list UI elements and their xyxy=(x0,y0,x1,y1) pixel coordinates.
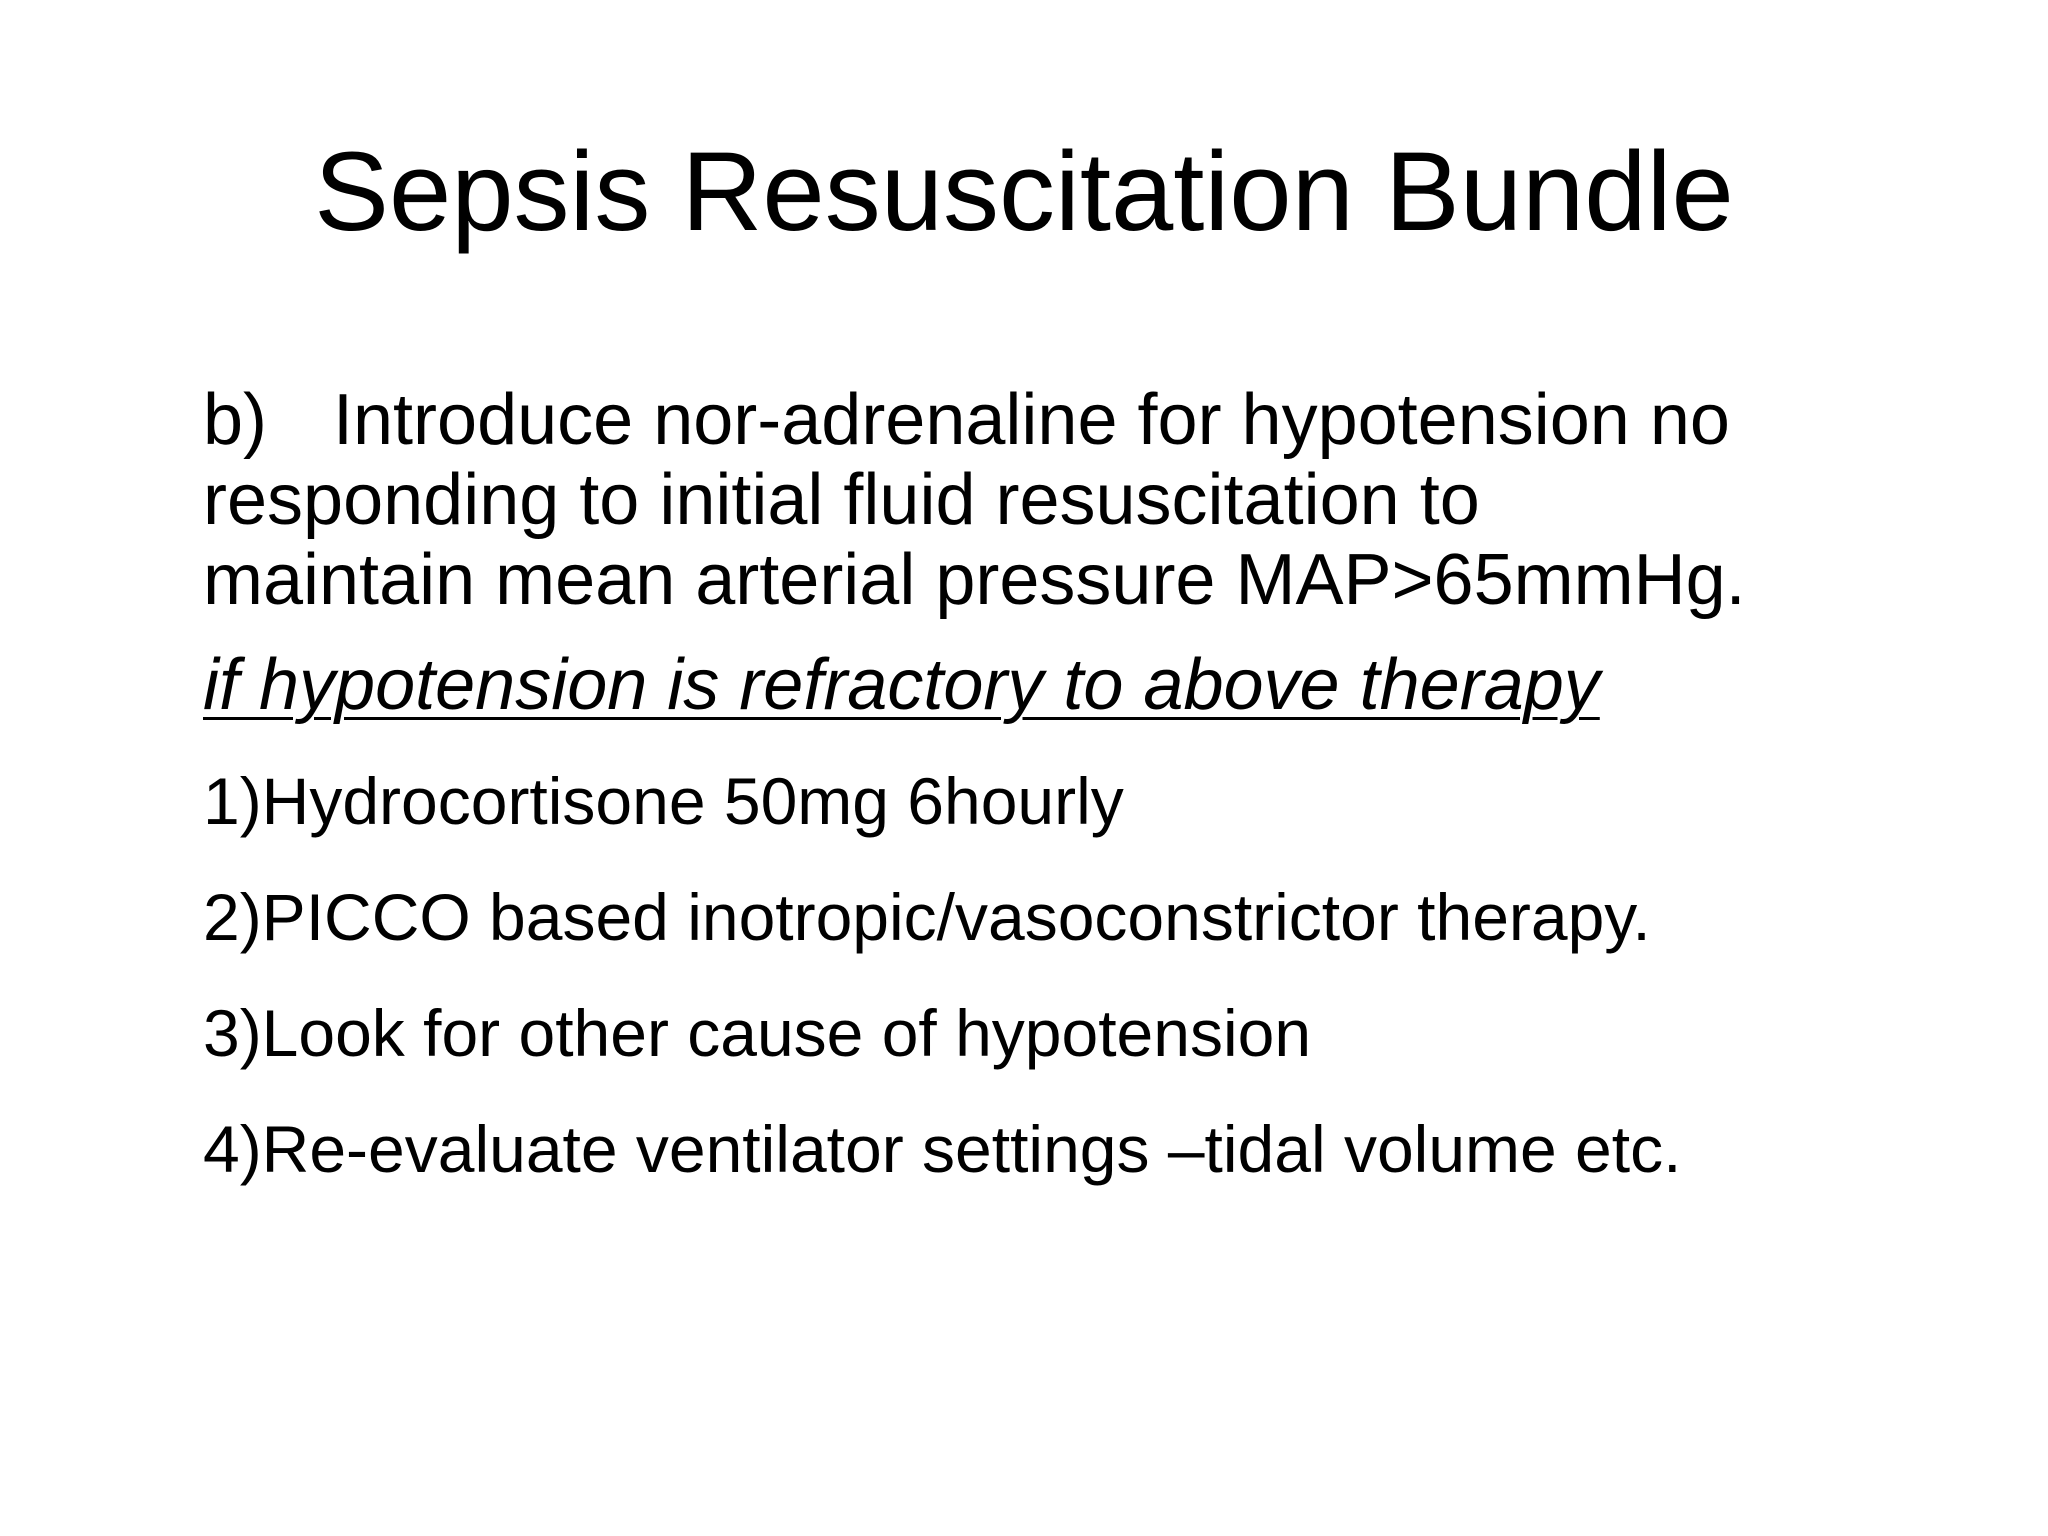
list-item: 3)Look for other cause of hypotension xyxy=(203,996,1312,1070)
slide-title: Sepsis Resuscitation Bundle xyxy=(314,129,1734,254)
list-item: 2)PICCO based inotropic/vasoconstrictor therapy. xyxy=(203,880,1651,954)
intro-paragraph xyxy=(203,380,1923,620)
intro-line-1: Introduce nor-adrenaline for hypotension no xyxy=(333,380,1730,460)
refractory-heading xyxy=(203,644,1923,726)
refractory-heading-text: if hypotension is refractory to above therapy xyxy=(203,645,1600,725)
slide-content xyxy=(203,380,1923,1224)
intro-line-3: maintain mean arterial pressure MAP>65mmHg. xyxy=(203,540,1746,620)
intro-marker: b) xyxy=(203,380,268,460)
intro-line-2: responding to initial fluid resuscitation to xyxy=(203,460,1480,540)
list-item: 4)Re-evaluate ventilator settings –tidal volume etc. xyxy=(203,1112,1682,1186)
list-item: 1)Hydrocortisone 50mg 6hourly xyxy=(203,764,1124,838)
